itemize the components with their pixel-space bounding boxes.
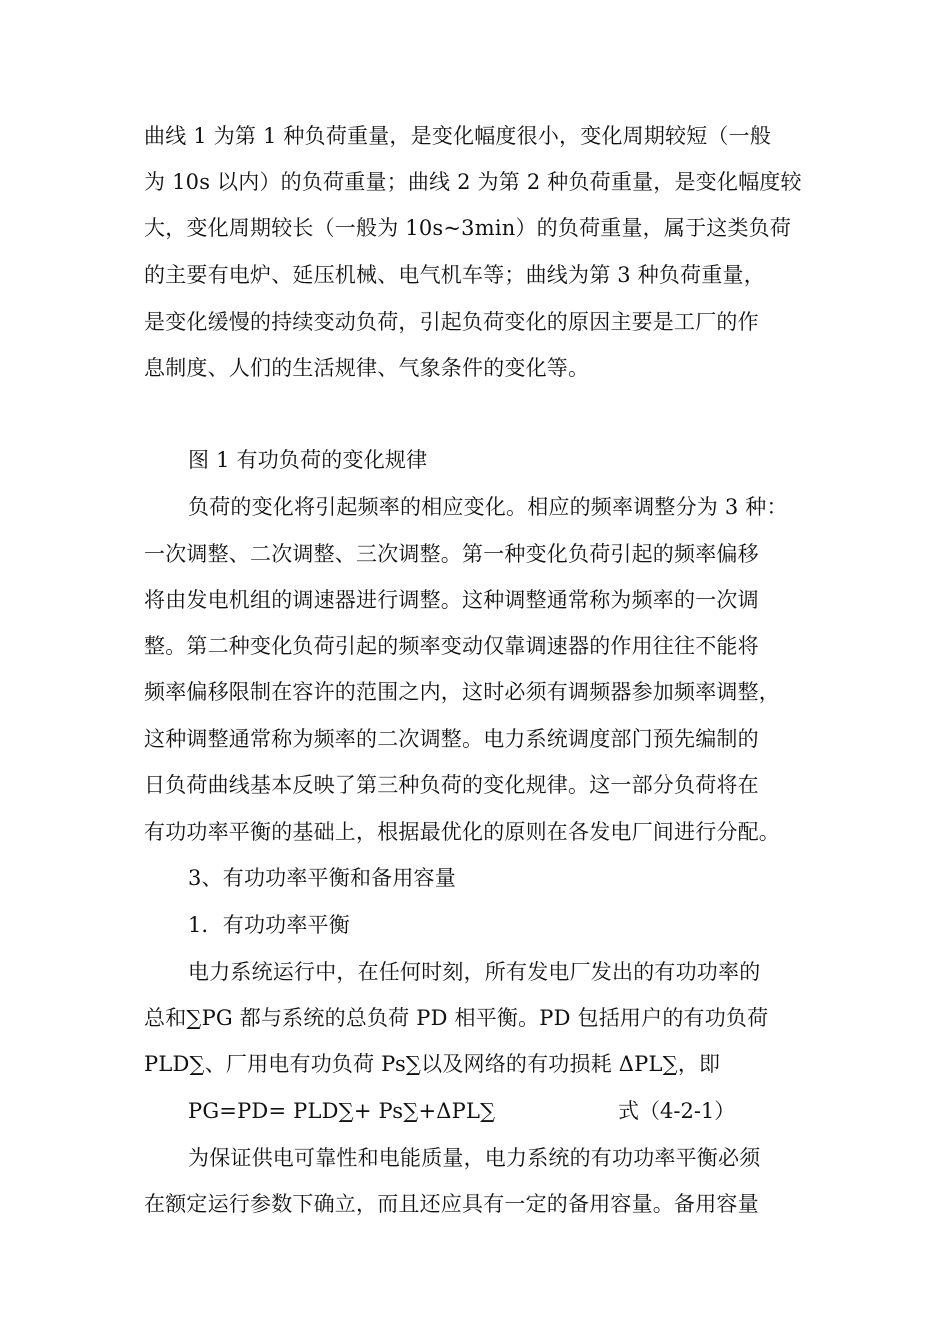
subsection-heading: 1．有功功率平衡 — [188, 913, 350, 937]
equation-label: 式（4-2-1） — [618, 1099, 736, 1123]
paragraph-1-line: 是变化缓慢的持续变动负荷，引起负荷变化的原因主要是工厂的作 — [144, 310, 759, 334]
equation: PG=PD= PLD∑+ Ps∑+ΔPL∑ — [188, 1099, 496, 1123]
paragraph-2-line: 有功功率平衡的基础上，根据最优化的原则在各发电厂间进行分配。 — [144, 820, 780, 844]
paragraph-2-line: 将由发电机组的调速器进行调整。这种调整通常称为频率的一次调 — [144, 588, 759, 612]
section-heading: 3、有功功率平衡和备用容量 — [188, 866, 456, 890]
paragraph-3-line: PLD∑、厂用电有功负荷 Ps∑以及网络的有功损耗 ΔPL∑，即 — [144, 1052, 721, 1076]
paragraph-1-line: 息制度、人们的生活规律、气象条件的变化等。 — [144, 356, 590, 380]
paragraph-2-line: 频率偏移限制在容许的范围之内，这时必须有调频器参加频率调整， — [144, 680, 780, 704]
paragraph-3-line: 电力系统运行中，在任何时刻，所有发电厂发出的有功功率的 — [188, 960, 761, 984]
paragraph-2-line: 负荷的变化将引起频率的相应变化。相应的频率调整分为 3 种： — [188, 495, 788, 519]
paragraph-2-line: 这种调整通常称为频率的二次调整。电力系统调度部门预先编制的 — [144, 727, 759, 751]
paragraph-4-line: 在额定运行参数下确立，而且还应具有一定的备用容量。备用容量 — [144, 1192, 759, 1216]
paragraph-3-line: 总和∑PG 都与系统的总负荷 PD 相平衡。PD 包括用户的有功负荷 — [144, 1006, 769, 1030]
figure-caption: 图 1 有功负荷的变化规律 — [188, 448, 428, 472]
paragraph-4-line: 为保证供电可靠性和电能质量，电力系统的有功功率平衡必须 — [188, 1146, 761, 1170]
paragraph-1-line: 的主要有电炉、延压机械、电气机车等；曲线为第 3 种负荷重量， — [144, 263, 765, 287]
paragraph-1-line: 为 10s 以内）的负荷重量；曲线 2 为第 2 种负荷重量，是变化幅度较 — [144, 170, 802, 194]
paragraph-1-line: 大，变化周期较长（一般为 10s~3min）的负荷重量，属于这类负荷 — [144, 216, 792, 240]
paragraph-2-line: 整。第二种变化负荷引起的频率变动仅靠调速器的作用往往不能将 — [144, 634, 759, 658]
paragraph-2-line: 日负荷曲线基本反映了第三种负荷的变化规律。这一部分负荷将在 — [144, 773, 759, 797]
paragraph-2-line: 一次调整、二次调整、三次调整。第一种变化负荷引起的频率偏移 — [144, 542, 759, 566]
paragraph-1-line: 曲线 1 为第 1 种负荷重量，是变化幅度很小，变化周期较短（一般 — [144, 124, 772, 148]
